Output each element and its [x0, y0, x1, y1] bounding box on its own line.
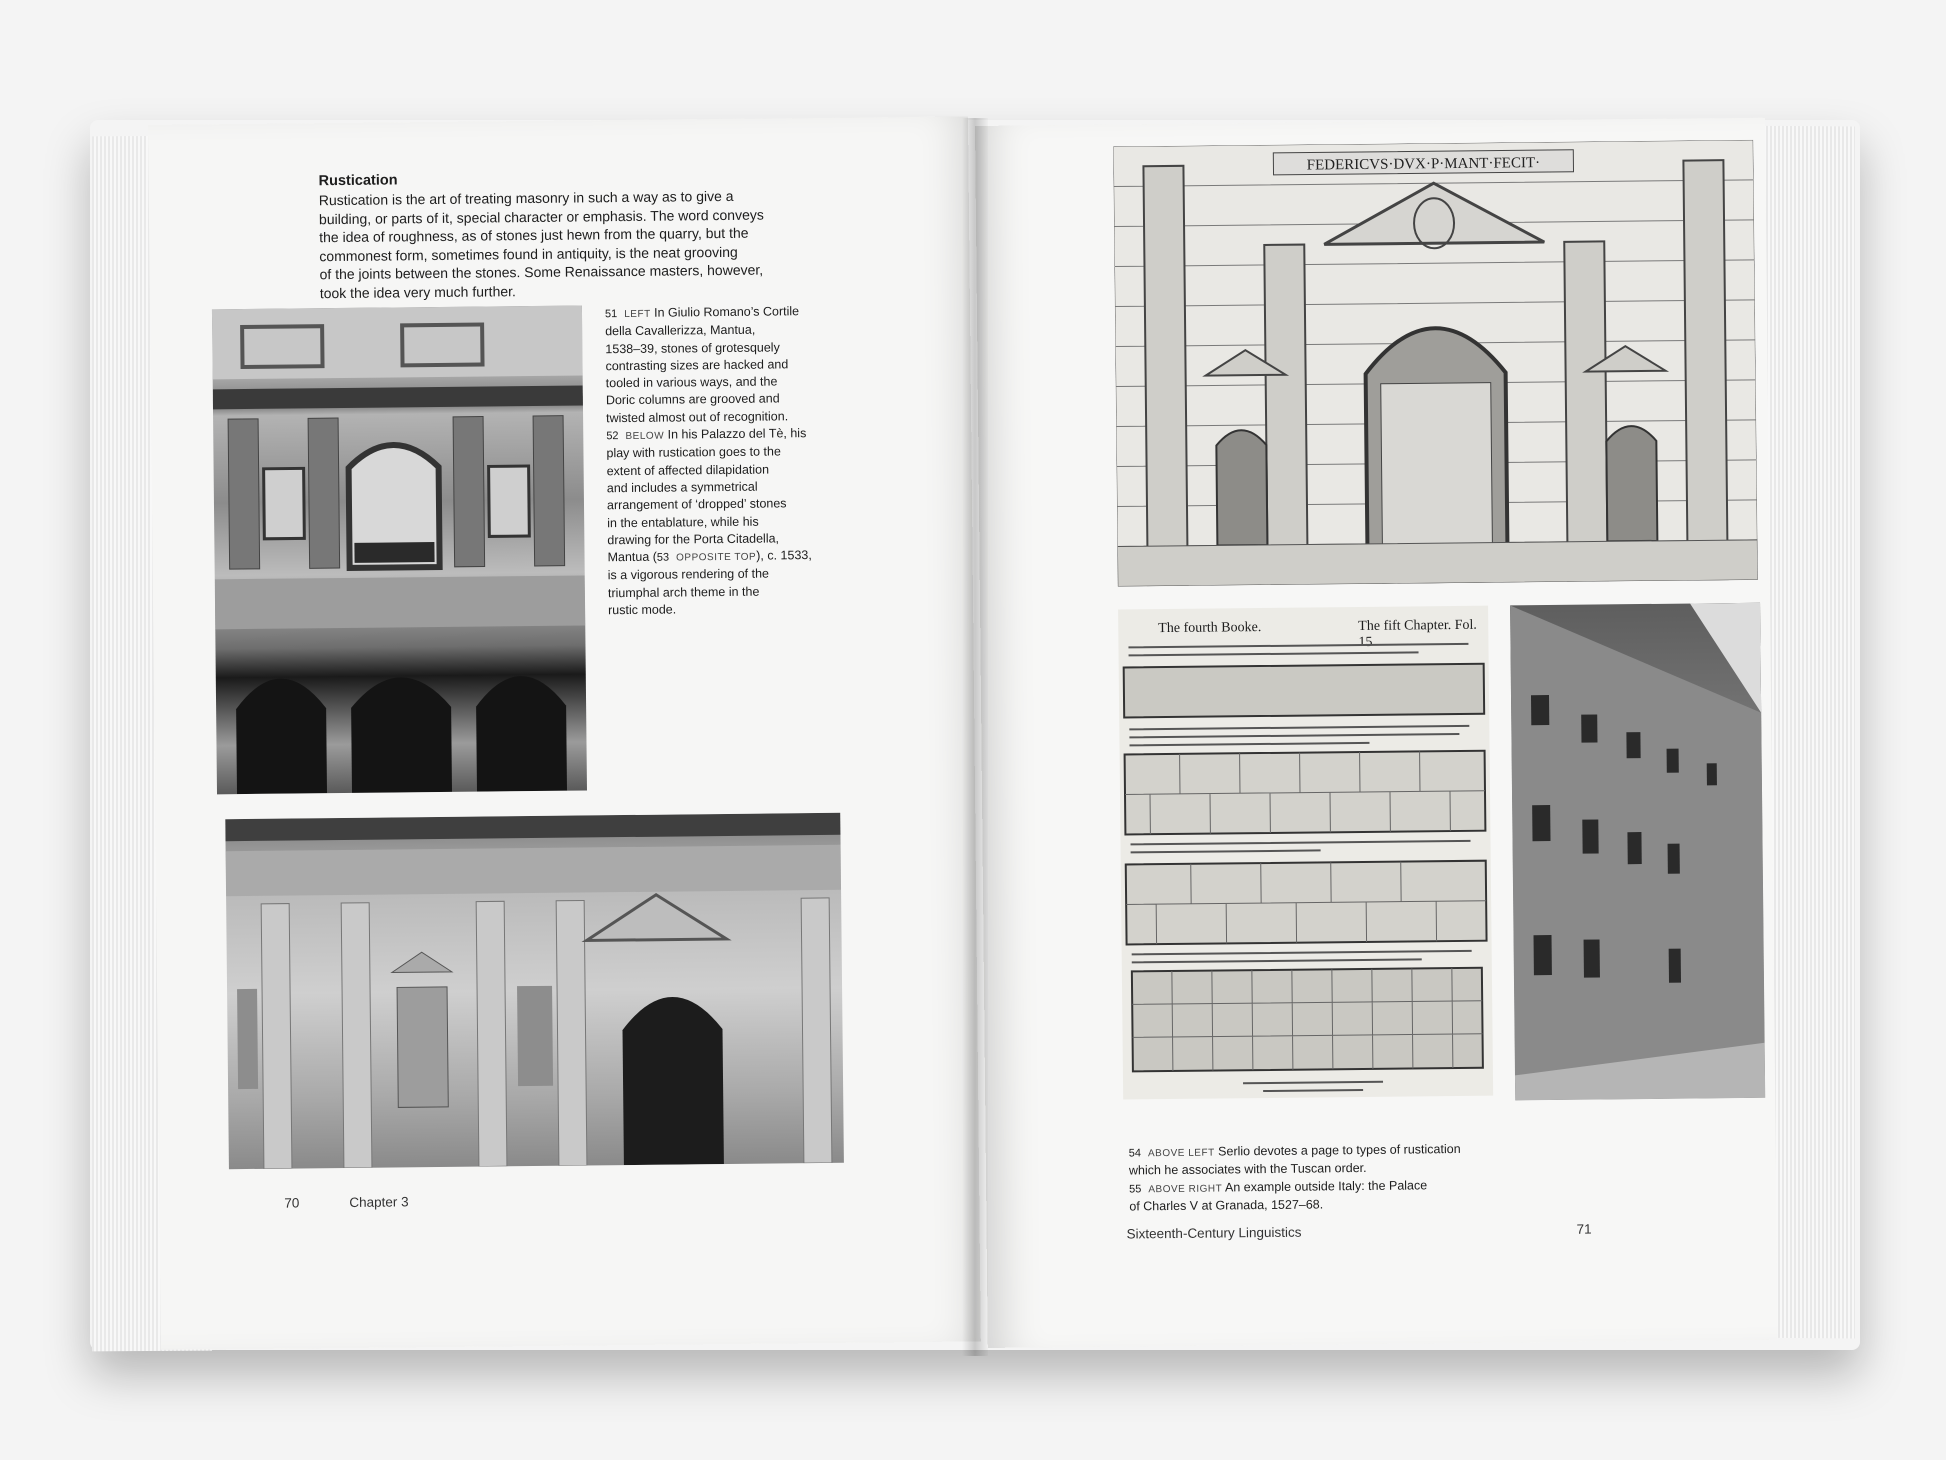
caption-figure-number: 52 — [606, 430, 619, 443]
right-page — [975, 118, 1778, 1348]
caption-text: ), c. 1533, — [756, 548, 812, 563]
intro-line: commonest form, sometimes found in antiquity, is the neat grooving — [319, 243, 738, 264]
caption-ref-label: ABOVE LEFT — [1147, 1147, 1215, 1160]
caption-text: tooled in various ways, and the — [605, 374, 778, 391]
caption-text: An example outside Italy: the Palace — [1222, 1177, 1428, 1195]
intro-line: the idea of roughness, as of stones just hewn from the quarry, but the — [319, 224, 749, 246]
running-head-right: Sixteenth-Century Linguistics — [1126, 1224, 1302, 1242]
intro-line: building, or parts of it, special character or emphasis. The word conveys — [318, 206, 764, 227]
book-gutter — [962, 118, 988, 1356]
caption-text: contrasting sizes are hacked and — [605, 357, 789, 374]
drawing-porta-citadella — [1113, 140, 1758, 587]
caption-text: arrangement of ‘dropped’ stones — [606, 496, 787, 513]
caption-text: drawing for the Porta Citadella, — [607, 531, 780, 548]
caption-text: Serlio devotes a page to types of rustication — [1214, 1141, 1461, 1159]
caption-ref-label: LEFT — [624, 308, 651, 321]
caption-text: della Cavallerizza, Mantua, — [605, 322, 756, 339]
photo-palace-charles-v — [1510, 603, 1765, 1101]
serlio-header-left: The fourth Booke. — [1158, 620, 1262, 637]
caption-ref-label: OPPOSITE TOP — [676, 551, 757, 564]
caption-line — [608, 600, 868, 620]
caption-figure-number: 54 — [1128, 1147, 1142, 1160]
intro-line: of the joints between the stones. Some Renaissance masters, however, — [319, 261, 764, 283]
page-number-right: 71 — [1576, 1221, 1592, 1237]
caption-text: is a vigorous rendering of the — [607, 566, 770, 583]
caption-text: In Giulio Romano’s Cortile — [650, 304, 800, 320]
caption-text: twisted almost out of recognition. — [606, 409, 789, 425]
drawing-inscription: FEDERICVS·DVX·P·MANT·FECIT· — [1306, 155, 1541, 174]
caption-text: rustic mode. — [608, 602, 677, 618]
left-page — [148, 116, 981, 1350]
photo-cortile-cavallerizza — [212, 305, 587, 794]
caption-text: Mantua ( — [607, 549, 657, 565]
caption-text: in the entablature, while his — [607, 514, 759, 530]
caption-text: In his Palazzo del Tè, his — [664, 426, 807, 442]
caption-text: triumphal arch theme in the — [607, 584, 760, 600]
intro-line: took the idea very much further. — [319, 282, 516, 301]
intro-line: Rustication is the art of treating masonry in such a way as to give a — [318, 187, 734, 209]
caption-54-55 — [1129, 1138, 1770, 1216]
caption-text: 1538–39, stones of grotesquely — [605, 339, 780, 356]
caption-figure-number: 53 — [656, 551, 670, 564]
serlio-header-right: The fift Chapter. Fol. 15 — [1358, 617, 1477, 651]
caption-figure-number: 51 — [604, 308, 618, 321]
caption-text: of Charles V at Granada, 1527–68. — [1129, 1197, 1324, 1214]
caption-text: and includes a symmetrical — [606, 479, 758, 496]
caption-ref-label: BELOW — [625, 430, 665, 443]
caption-text: play with rustication goes to the — [606, 444, 781, 461]
serlio-rustication-page — [1118, 606, 1493, 1100]
caption-text: which he associates with the Tuscan order. — [1128, 1161, 1367, 1178]
caption-text: extent of affected dilapidation — [606, 462, 770, 478]
section-heading: Rustication — [318, 172, 398, 190]
caption-figure-number: 55 — [1129, 1182, 1142, 1196]
running-head-left: Chapter 3 — [349, 1194, 409, 1210]
page-number-left: 70 — [284, 1195, 300, 1211]
photo-palazzo-del-te — [225, 813, 844, 1169]
caption-51-52 — [605, 303, 868, 620]
caption-text: Doric columns are grooved and — [605, 391, 780, 408]
intro-paragraph — [319, 186, 780, 302]
caption-ref-label: ABOVE RIGHT — [1148, 1183, 1223, 1195]
